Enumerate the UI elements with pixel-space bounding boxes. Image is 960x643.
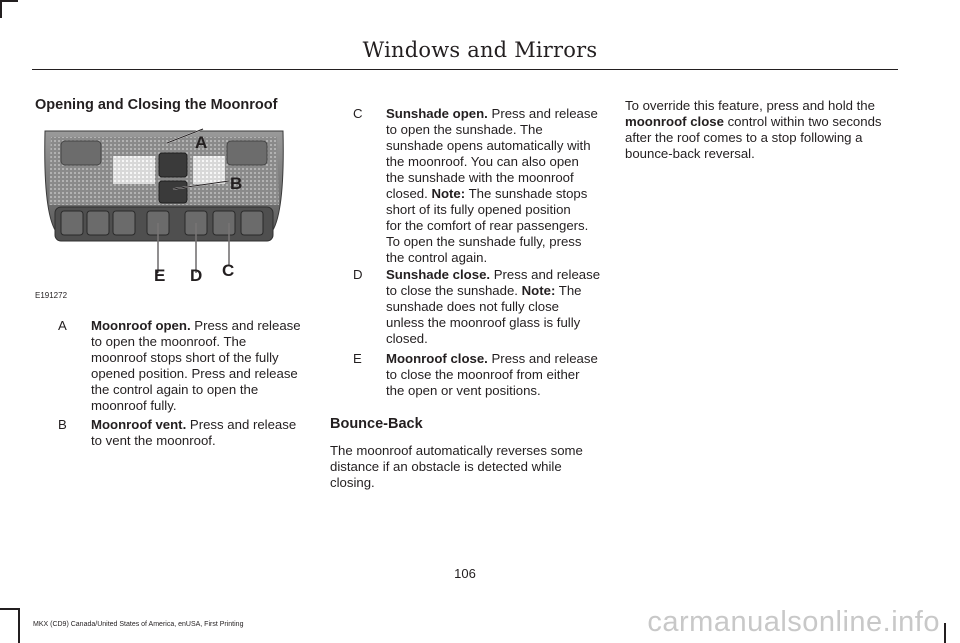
watermark: carmanualsonline.info (647, 606, 940, 638)
note-label: Note: (431, 186, 466, 201)
item-text: To open the sunshade fully, press (386, 234, 582, 249)
item-text: the moonroof. You can also open (386, 154, 579, 169)
item-text: Press and release (190, 318, 301, 333)
paragraph-line: control within two seconds (723, 114, 882, 129)
footer-text: MKX (CD9) Canada/United States of America, enUSA, First Printing (33, 621, 244, 628)
item-text: the open or vent positions. (386, 383, 541, 398)
item-text: the control again to open the (91, 382, 259, 397)
item-text: unless the moonroof glass is fully (386, 315, 581, 330)
item-text: for the comfort of rear passengers. (386, 218, 589, 233)
override-paragraph (625, 98, 915, 162)
item-letter: C (353, 106, 363, 121)
item-text: Press and release (487, 106, 598, 121)
item-term: Moonroof close. (386, 351, 488, 366)
item-text: The sunshade stops (465, 186, 588, 201)
section-title-bounce-back: Bounce-Back (330, 416, 423, 432)
item-text: short of its fully opened position (386, 202, 571, 217)
bounce-back-paragraph (330, 443, 610, 491)
item-text: opened position. Press and release (91, 366, 298, 381)
callout-c: C (222, 261, 235, 280)
item-term: Moonroof vent. (91, 417, 187, 432)
note-label: Note: (521, 283, 556, 298)
crop-mark (18, 608, 20, 643)
item-text: Press and release (487, 351, 598, 366)
item-text: moonroof fully. (91, 398, 177, 413)
paragraph-bold-term: moonroof close (625, 114, 724, 129)
item-text: to open the sunshade. The (386, 122, 543, 137)
item-text: The (555, 283, 582, 298)
item-text: to open the moonroof. The (91, 334, 247, 349)
paragraph-line: after the roof comes to a stop following a (625, 130, 863, 145)
paragraph-line: closing. (330, 475, 375, 490)
item-text: to vent the moonroof. (91, 433, 216, 448)
item-letter: E (353, 351, 362, 366)
crop-mark (0, 608, 18, 610)
item-text: Press and release (490, 267, 601, 282)
callout-d: D (190, 266, 203, 285)
item-text: to close the sunshade. (386, 283, 522, 298)
item-term: Sunshade open. (386, 106, 488, 121)
item-text: sunshade opens automatically with (386, 138, 591, 153)
item-text: closed. (386, 186, 432, 201)
paragraph-line: distance if an obstacle is detected while (330, 459, 562, 474)
item-text: closed. (386, 331, 428, 346)
page-header-title: Windows and Mirrors (362, 38, 598, 62)
item-text: sunshade does not fully close (386, 299, 560, 314)
paragraph-line: bounce-back reversal. (625, 146, 755, 161)
item-text: the sunshade with the moonroof (386, 170, 574, 185)
item-letter: D (353, 267, 363, 282)
item-letter: B (58, 417, 67, 432)
paragraph-line: The moonroof automatically reverses some (330, 443, 583, 458)
header-divider (32, 69, 898, 70)
item-letter: A (58, 318, 67, 333)
paragraph-line: To override this feature, press and hold the (625, 98, 875, 113)
callout-b: B (230, 174, 243, 193)
item-text: moonroof stops short of the fully (91, 350, 279, 365)
page-number: 106 (454, 566, 476, 581)
section-title-moonroof: Opening and Closing the Moonroof (35, 97, 278, 113)
item-text: Press and release (186, 417, 297, 432)
callout-a: A (195, 133, 208, 152)
crop-mark (944, 623, 946, 643)
callout-e: E (154, 266, 166, 285)
crop-mark (0, 0, 18, 2)
item-text: to close the moonroof from either (386, 367, 580, 382)
figure-code: E191272 (35, 291, 68, 300)
crop-mark (0, 0, 2, 18)
item-text: the control again. (386, 250, 488, 265)
item-term: Sunshade close. (386, 267, 491, 282)
item-term: Moonroof open. (91, 318, 191, 333)
moonroof-console-illustration (33, 123, 295, 291)
